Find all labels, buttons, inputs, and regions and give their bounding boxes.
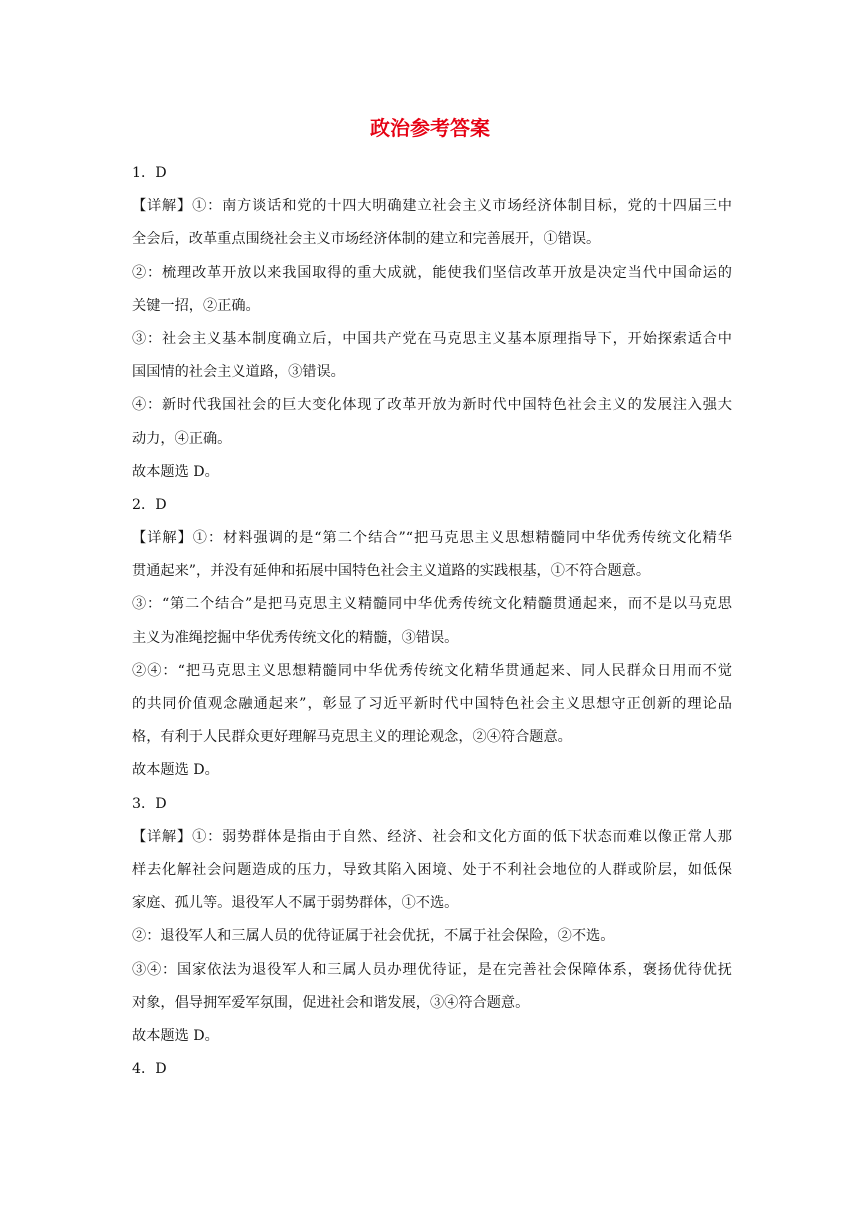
text-line: 主义为准绳挖掘中华优秀传统文化的精髓，③错误。 [132, 629, 459, 646]
page-title: 政治参考答案 [370, 116, 490, 140]
text-line: 对象，倡导拥军爱军氛围，促进社会和谐发展，③④符合题意。 [132, 994, 530, 1011]
text-line: 国国情的社会主义道路，③错误。 [132, 364, 345, 381]
text-line: 4．D [132, 1061, 167, 1078]
text-line: 故本题选 D。 [132, 762, 219, 779]
text-line: ②：梳理改革开放以来我国取得的重大成就，能使我们坚信改革开放是决定当代中国命运的 [132, 264, 732, 281]
text-line: 全会后，改革重点围绕社会主义市场经济体制的建立和完善展开，①错误。 [132, 231, 601, 248]
text-line: 的共同价值观念融通起来”，彰显了习近平新时代中国特色社会主义思想守正创新的理论品 [132, 696, 732, 712]
text-line: 家庭、孤儿等。退役军人不属于弱势群体，①不选。 [132, 895, 459, 912]
text-line: 故本题选 D。 [132, 463, 219, 480]
text-line: 2．D [132, 496, 167, 513]
text-line: ④：新时代我国社会的巨大变化体现了改革开放为新时代中国特色社会主义的发展注入强大 [132, 397, 732, 414]
text-line: 3．D [132, 795, 167, 812]
text-line: 关键一招，②正确。 [132, 297, 260, 314]
text-line: 【详解】①：南方谈话和党的十四大明确建立社会主义市场经济体制目标，党的十四届三中 [132, 198, 732, 215]
text-line: 动力，④正确。 [132, 430, 232, 447]
answer-content [132, 157, 732, 1086]
text-line: ③④：国家依法为退役军人和三属人员办理优待证，是在完善社会保障体系，褒扬优待优抚 [132, 961, 732, 978]
text-line: 故本题选 D。 [132, 1027, 219, 1044]
text-line: 【详解】①：材料强调的是“第二个结合”“把马克思主义思想精髓同中华优秀传统文化精华 [132, 530, 732, 547]
text-line: 【详解】①：弱势群体是指由于自然、经济、社会和文化方面的低下状态而难以像正常人那 [132, 828, 732, 845]
text-line: 格，有利于人民群众更好理解马克思主义的理论观念，②④符合题意。 [132, 729, 572, 746]
text-line: 贯通起来”，并没有延伸和拓展中国特色社会主义道路的实践根基，①不符合题意。 [132, 563, 651, 580]
text-line: 1．D [132, 165, 167, 181]
text-line: 样去化解社会问题造成的压力，导致其陷入困境、处于不利社会地位的人群或阶层，如低保 [132, 861, 732, 878]
text-line: ②④：“把马克思主义思想精髓同中华优秀传统文化精华贯通起来、同人民群众日用而不觉 [132, 662, 732, 679]
text-line: ③：社会主义基本制度确立后，中国共产党在马克思主义基本原理指导下，开始探索适合中 [132, 330, 732, 347]
text-line: ②：退役军人和三属人员的优待证属于社会优抚，不属于社会保险，②不选。 [132, 928, 615, 945]
text-line: ③：“第二个结合”是把马克思主义精髓同中华优秀传统文化精髓贯通起来，而不是以马克思 [132, 596, 732, 613]
